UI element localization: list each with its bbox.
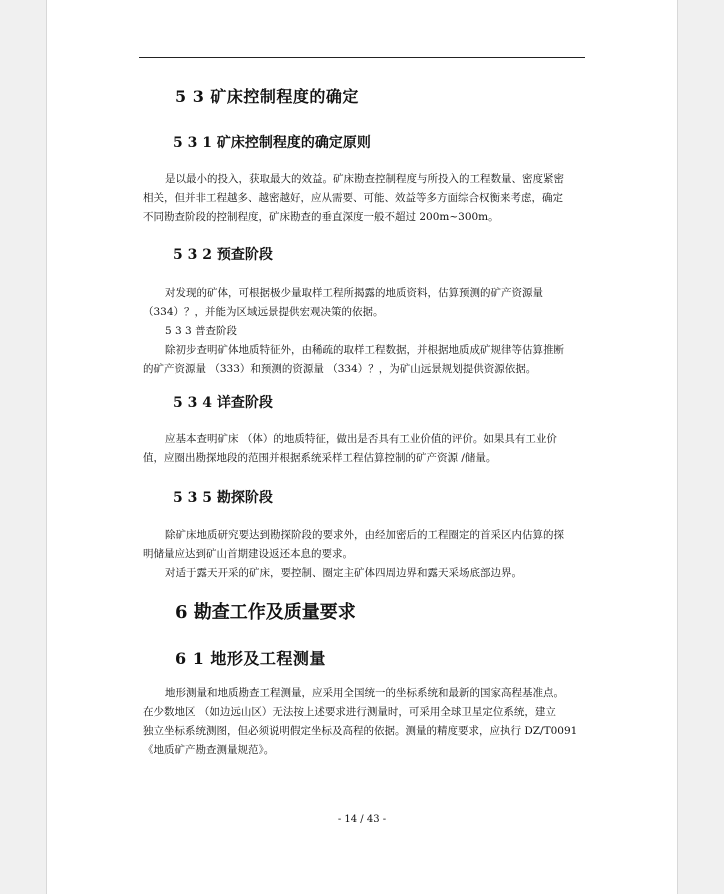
heading-5-3: 5 3 矿床控制程度的确定: [175, 87, 359, 106]
text-line: 地形测量和地质勘查工程测量，应采用全国统一的坐标系统和最新的国家高程基准点。: [165, 687, 564, 699]
document-page: [46, 0, 678, 894]
text-line: 独立坐标系统测图，但必须说明假定坐标及高程的依据。测量的精度要求，应执行 DZ/T0091: [143, 725, 578, 737]
text-line: 值，应圈出勘探地段的范围并根据系统采样工程估算控制的矿产资源 /储量。: [143, 452, 497, 464]
heading-6: 6 勘查工作及质量要求: [175, 602, 356, 623]
paragraph-6-1: [143, 684, 583, 760]
page-number: - 14 / 43 -: [337, 814, 387, 825]
heading-5-3-4: 5 3 4 详查阶段: [173, 395, 273, 411]
text-line: 对发现的矿体，可根据极少量取样工程所揭露的地质资料，估算预测的矿产资源量: [165, 287, 543, 299]
heading-5-3-2: 5 3 2 预查阶段: [173, 247, 273, 263]
paragraph-5-3-1: [143, 170, 583, 227]
text-line: 《地质矿产勘查测量规范》。: [143, 744, 275, 756]
text-line: 应基本查明矿床 （体）的地质特征，做出是否具有工业价值的评价。如果具有工业价: [165, 433, 557, 445]
paragraph-5-3-5: [143, 526, 583, 583]
text-line: 除矿床地质研究要达到勘探阶段的要求外，由经加密后的工程圈定的首采区内估算的探: [165, 529, 564, 541]
header-rule: [139, 57, 585, 58]
text-line: 的矿产资源量 （333）和预测的资源量 （334）？，为矿山远景规划提供资源依据。: [143, 363, 537, 375]
text-line: （334）？，并能为区域远景提供宏观决策的依据。: [143, 306, 384, 318]
text-line: 对适于露天开采的矿床，要控制、圈定主矿体四周边界和露天采场底部边界。: [165, 567, 522, 579]
heading-6-1: 6 1 地形及工程测量: [175, 649, 326, 668]
subheading-5-3-3: 5 3 3 普查阶段: [165, 325, 238, 337]
text-line: 相关，但并非工程越多、越密越好，应从需要、可能、效益等多方面综合权衡来考虑，确定: [143, 192, 563, 204]
heading-5-3-1: 5 3 1 矿床控制程度的确定原则: [173, 135, 371, 151]
heading-5-3-5: 5 3 5 勘探阶段: [173, 490, 273, 506]
text-line: 在少数地区 （如边远山区）无法按上述要求进行测量时，可采用全球卫星定位系统，建立: [143, 706, 556, 718]
text-line: 是以最小的投入，获取最大的效益。矿床勘查控制程度与所投入的工程数量、密度紧密: [165, 173, 564, 185]
text-line: 不同勘查阶段的控制程度，矿床勘查的垂直深度一般不超过 200m~300m。: [143, 211, 499, 223]
text-line: 明储量应达到矿山首期建设返还本息的要求。: [143, 548, 353, 560]
paragraph-5-3-4: [143, 430, 583, 468]
paragraph-5-3-2: [143, 284, 583, 379]
text-line: 除初步查明矿体地质特征外，由稀疏的取样工程数据，并根据地质成矿规律等估算推断: [165, 344, 564, 356]
